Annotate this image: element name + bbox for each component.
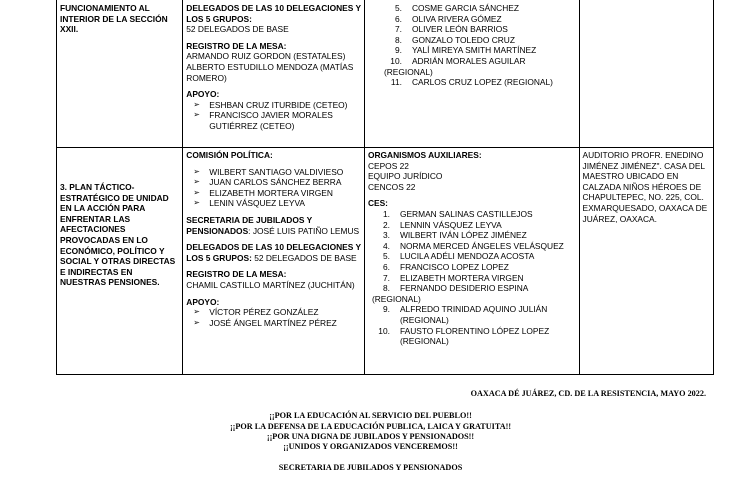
row1-delegados-value: 52 DELEGADOS DE BASE xyxy=(186,24,289,35)
list-item: ➢ JOSÉ ÁNGEL MARTÍNEZ PÉREZ xyxy=(193,317,337,328)
list-item: 10. FAUSTO FLORENTINO LÓPEZ LOPEZ (REGIONAL) xyxy=(378,325,550,347)
row2-ces-list xyxy=(368,209,576,347)
list-item: 6. FRANCISCO LOPEZ LOPEZ xyxy=(382,261,509,272)
row2-secretaria: SECRETARIA DE JUBILADOS Y PENSIONADOS: JOSÉ LUIS PATIÑO LEMUS xyxy=(186,214,360,236)
arrow-bullet-icon: ➢ xyxy=(193,166,200,176)
row2-topic-text: 3. PLAN TÁCTICO-ESTRATÉGICO DE UNIDAD EN LA ACCIÓN PARA ENFRENTAR LAS AFECTACIONES PROVOCADAS EN LO ECONÓMICO, POLÍTICO Y SOCIAL Y OTRAS DIRECTAS E INDIRECTAS EN NUESTRAS PENSIONES. xyxy=(60,182,176,288)
arrow-bullet-icon: ➢ xyxy=(193,307,200,317)
row2-org-item: CEPOS 22 xyxy=(367,160,409,171)
row2-registro-heading: REGISTRO DE LA MESA: xyxy=(186,269,287,280)
arrow-bullet-icon: ➢ xyxy=(193,99,200,109)
slogan-line: ¡¡POR LA EDUCACIÓN AL SERVICIO DEL PUEBLO!! xyxy=(269,411,472,420)
list-item: 4. NORMA MERCED ÁNGELES VELÁSQUEZ xyxy=(382,240,564,251)
row1-registro-heading: REGISTRO DE LA MESA: xyxy=(186,40,287,51)
signature-line: SECRETARIA DE JUBILADOS Y PENSIONADOS xyxy=(278,463,463,472)
arrow-bullet-icon: ➢ xyxy=(193,317,200,327)
list-item: ➢ JUAN CARLOS SÁNCHEZ BERRA xyxy=(193,177,342,188)
row2-apoyo-heading: APOYO: xyxy=(186,296,220,307)
list-item: 7. ELIZABETH MORTERA VIRGEN xyxy=(382,272,524,283)
row2-org-item: CENCOS 22 xyxy=(367,181,416,192)
agenda-table xyxy=(56,0,714,375)
row1-apoyo-heading: APOYO: xyxy=(186,89,220,100)
list-item: 9. ALFREDO TRINIDAD AQUINO JULIÁN (REGIONAL) xyxy=(382,304,548,325)
row1-registro-item: ARMANDO RUIZ GORDON (ESTATALES) xyxy=(186,51,346,62)
row2-org-item: EQUIPO JURÍDICO xyxy=(367,171,443,182)
slogan-line: ¡¡POR UNA DIGNA DE JUBILADOS Y PENSIONADOS!! xyxy=(266,432,475,441)
row2-comision-heading: COMISIÓN POLÍTICA: xyxy=(186,150,273,160)
row1-list-cell xyxy=(364,0,579,148)
row2-delegados: DELEGADOS DE LAS 10 DELEGACIONES Y LOS 5 GRUPOS: 52 DELEGADOS DE BASE xyxy=(186,242,361,263)
list-item: 8. FERNANDO DESIDERIO ESPINA (REGIONAL) xyxy=(371,283,528,304)
row1-people-cell xyxy=(183,0,365,148)
list-item: 10. ADRIÁN MORALES AGUILAR (REGIONAL) xyxy=(383,55,526,77)
slogan-line: ¡¡UNIDOS Y ORGANIZADOS VENCEREMOS!! xyxy=(283,442,458,451)
table-row xyxy=(57,148,714,375)
list-item: 5. COSME GARCIA SÁNCHEZ xyxy=(394,3,519,13)
arrow-bullet-icon: ➢ xyxy=(193,198,200,208)
row1-topic-cell xyxy=(57,0,183,148)
list-item: 9. YALÍ MIREYA SMITH MARTÍNEZ xyxy=(394,45,537,56)
list-item: ➢ ELIZABETH MORTERA VIRGEN xyxy=(193,187,333,198)
row2-location-text: AUDITORIO PROFR. ENEDINO JIMÉNEZ JIMÉNEZ". CASA DEL MAESTRO UBICADO EN CALZADA NIÑOS HÉROES DE CHAPULTEPEC, NO. 225, COL. EXMARQUESADO, OAXACA DE JUÁREZ, OAXACA. xyxy=(582,150,708,224)
list-item: 1. GERMAN SALINAS CASTILLEJOS xyxy=(382,208,533,219)
arrow-bullet-icon: ➢ xyxy=(193,187,200,197)
list-item: ➢ FRANCISCO JAVIER MORALES GUTIÉRREZ (CETEO) xyxy=(193,110,333,131)
row1-location-cell xyxy=(579,0,714,148)
list-item: 8. GONZALO TOLEDO CRUZ xyxy=(394,34,515,45)
row1-apoyo-list xyxy=(186,100,361,132)
list-item: ➢ WILBERT SANTIAGO VALDIVIESO xyxy=(193,166,344,177)
list-item: ➢ LENIN VÁSQUEZ LEYVA xyxy=(193,198,305,209)
row2-registro-value: CHAMIL CASTILLO MARTÍNEZ (JUCHITÁN) xyxy=(186,279,355,290)
row2-people-cell xyxy=(183,148,365,375)
arrow-bullet-icon: ➢ xyxy=(193,110,200,120)
row2-location-cell xyxy=(579,148,714,375)
date-line: OAXACA DÉ JUÁREZ, CD. DE LA RESISTENCIA, MAYO 2022. xyxy=(470,389,706,398)
row2-apoyo-list xyxy=(186,307,361,328)
arrow-bullet-icon: ➢ xyxy=(193,177,200,187)
list-item: 6. OLIVA RIVERA GÓMEZ xyxy=(394,13,502,24)
row1-delegados-heading: DELEGADOS DE LAS 10 DELEGACIONES Y LOS 5 GRUPOS: xyxy=(186,3,361,24)
list-item: 5. LUCILA ADÉLI MENDOZA ACOSTA xyxy=(382,251,535,262)
row2-list-cell xyxy=(364,148,579,375)
list-item: 11. CARLOS CRUZ LOPEZ (REGIONAL) xyxy=(390,77,553,88)
list-item: 3. WILBERT IVÁN LÓPEZ JIMÉNEZ xyxy=(382,230,527,241)
row2-comision-list xyxy=(186,167,361,209)
row2-ces-heading: CES: xyxy=(367,198,388,209)
table-row xyxy=(57,0,714,148)
slogan-line: ¡¡POR LA DEFENSA DE LA EDUCACIÓN PUBLICA, LAICA Y GRATUITA!! xyxy=(229,422,512,431)
row2-topic-cell xyxy=(57,148,183,375)
list-item: ➢ VÍCTOR PÉREZ GONZÁLEZ xyxy=(193,307,319,318)
row1-registro-item: ALBERTO ESTUDILLO MENDOZA (MATÍAS ROMERO) xyxy=(186,61,354,83)
row1-topic-text: FUNCIONAMIENTO AL INTERIOR DE LA SECCIÓN XXII. xyxy=(60,3,168,35)
row1-numbered-list xyxy=(368,0,576,88)
list-item: 7. OLIVER LEÓN BARRIOS xyxy=(394,24,508,35)
list-item: ➢ ESHBAN CRUZ ITURBIDE (CETEO) xyxy=(193,99,348,110)
list-item: 2. LENNIN VÁSQUEZ LEYVA xyxy=(382,219,502,230)
row2-org-heading: ORGANISMOS AUXILIARES: xyxy=(367,150,482,160)
